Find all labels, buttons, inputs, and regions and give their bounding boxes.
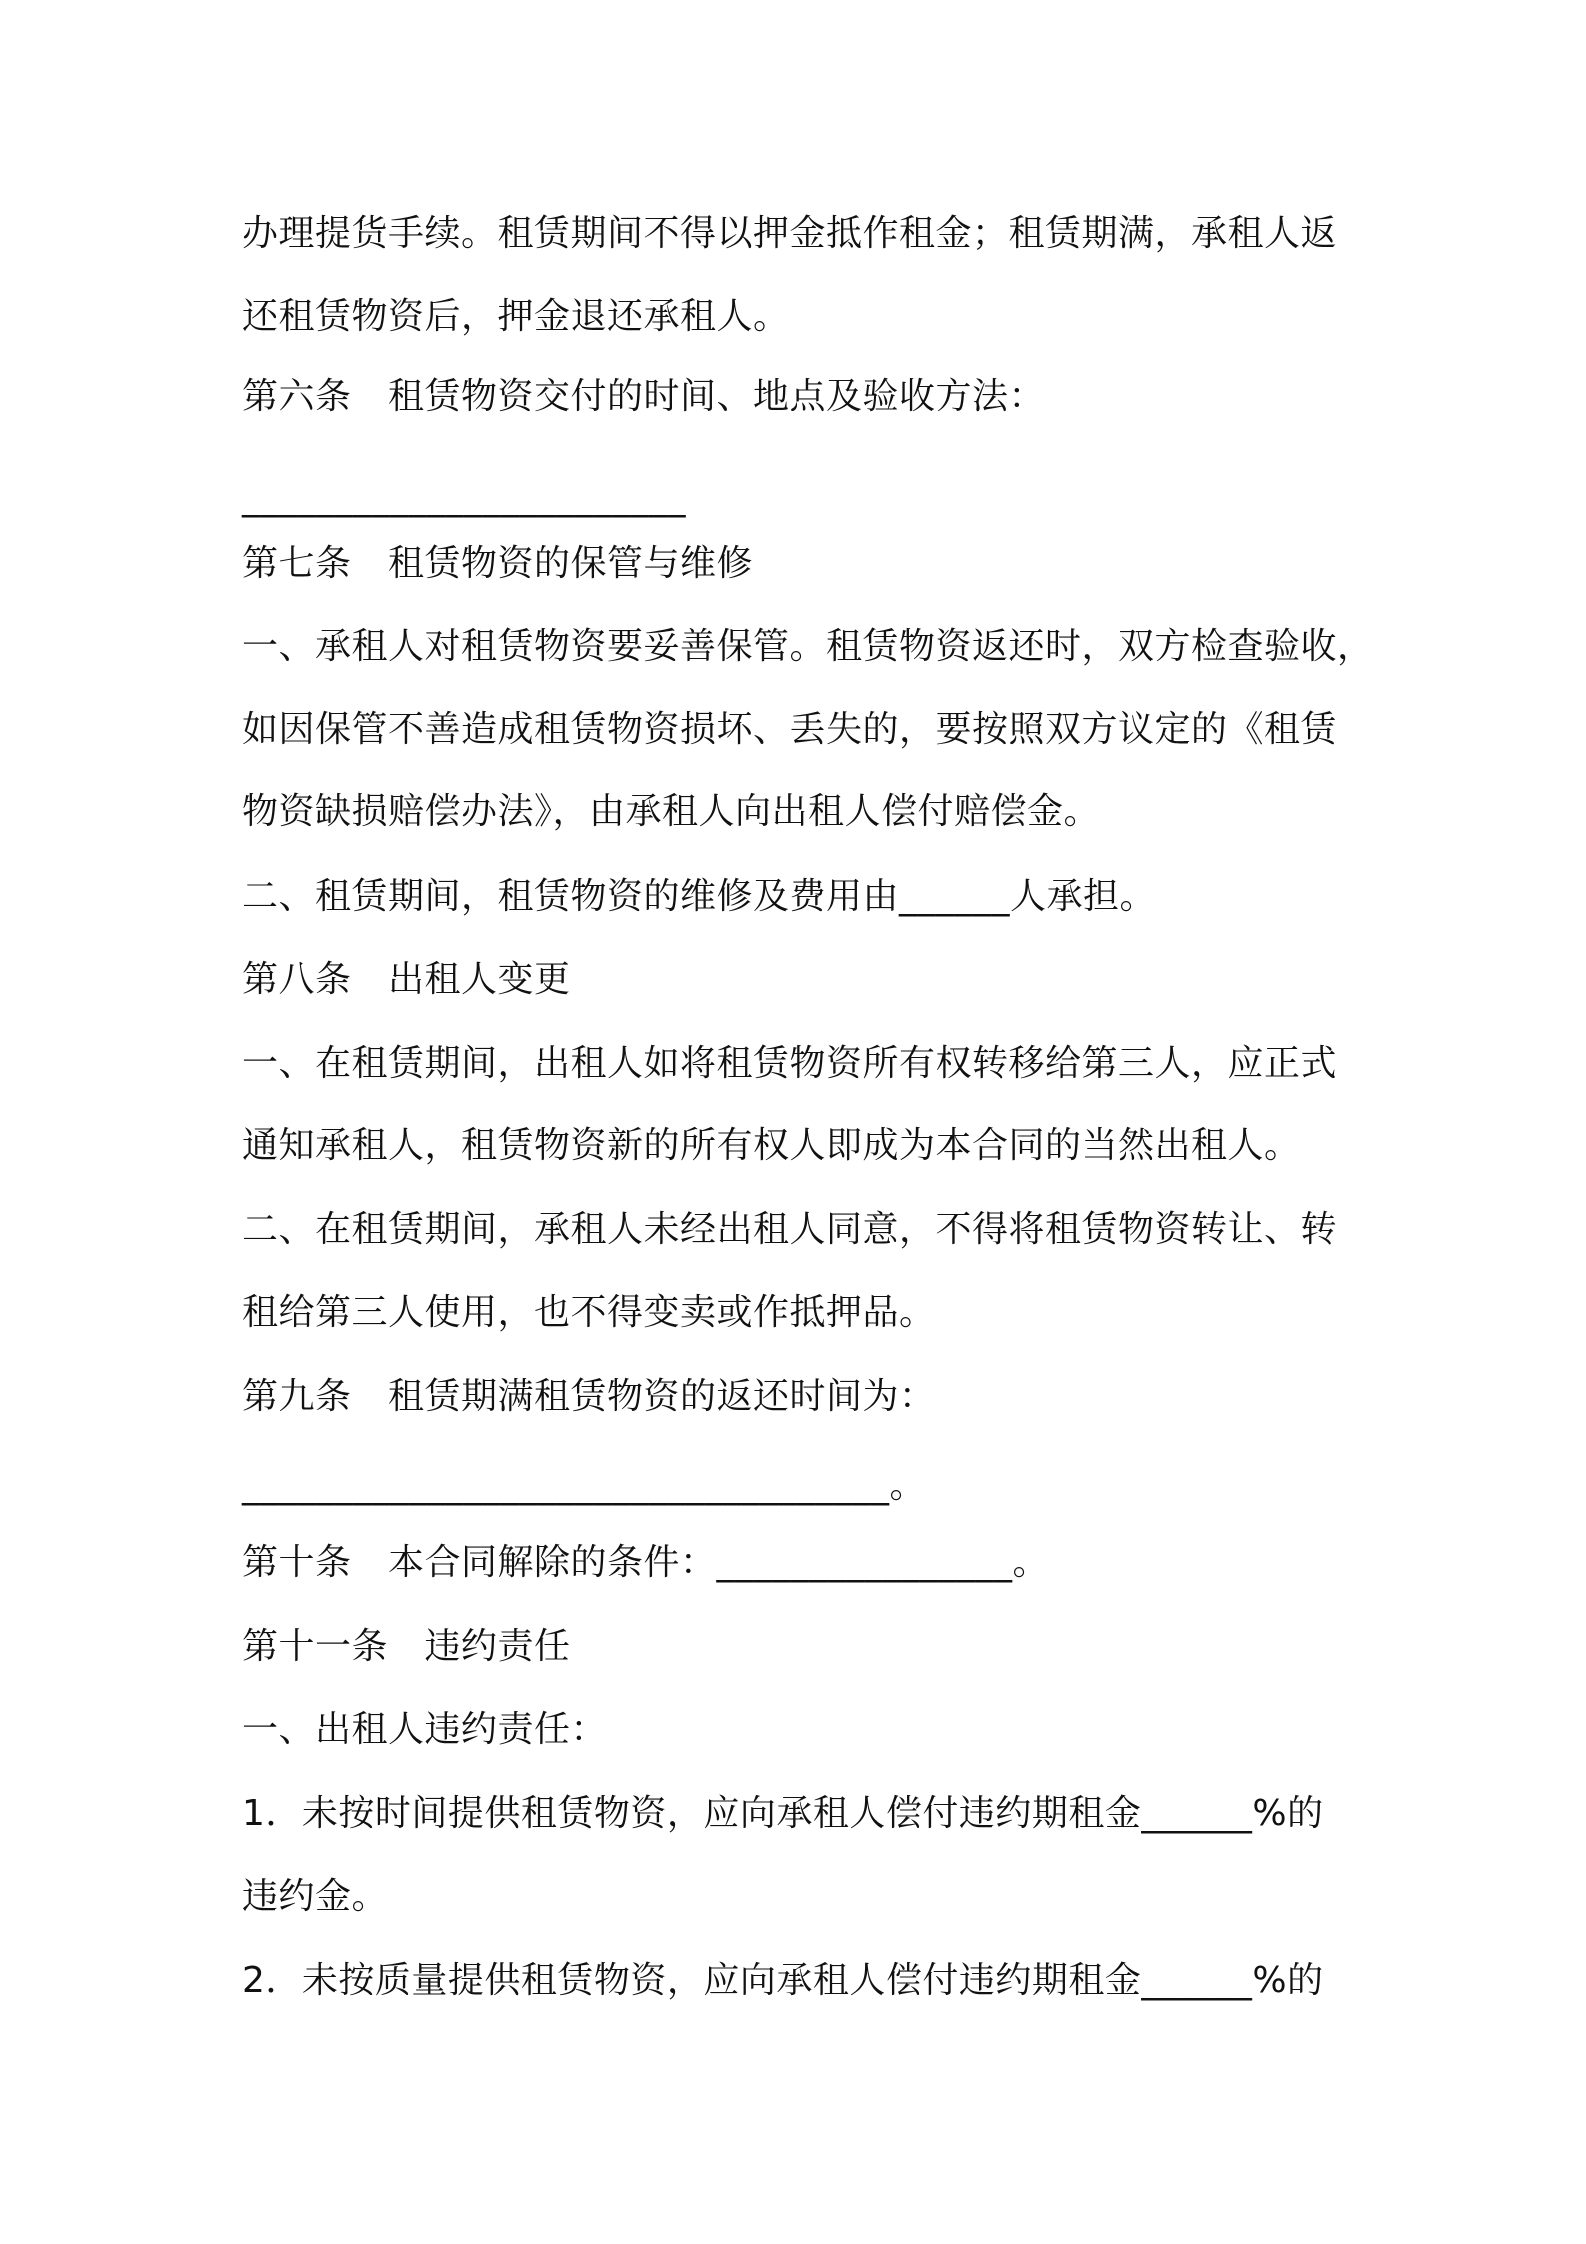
article-heading: 第七条 租赁物资的保管与维修 — [242, 543, 754, 584]
text-line: 还租赁物资后，押金退还承租人。 — [242, 296, 790, 337]
article-heading: 第十条 本合同解除的条件：________________。 — [242, 1542, 1050, 1583]
text-line: 物资缺损赔偿办法》，由承租人向出租人偿付赔偿金。 — [242, 791, 1101, 832]
text-line: 通知承租人，租赁物资新的所有权人即成为本合同的当然出租人。 — [242, 1125, 1301, 1166]
text-line: 一、在租赁期间，出租人如将租赁物资所有权转移给第三人，应正式 — [242, 1043, 1338, 1084]
article-heading: 第八条 出租人变更 — [242, 959, 571, 1000]
text-line: 租给第三人使用，也不得变卖或作抵押品。 — [242, 1292, 936, 1333]
blank-line: ________________________ — [242, 477, 686, 518]
text-line: 二、租赁期间，租赁物资的维修及费用由______人承担。 — [242, 876, 1157, 917]
text-line: 一、承租人对租赁物资要妥善保管。租赁物资返还时，双方检查验收， — [242, 626, 1374, 667]
article-heading: 第六条 租赁物资交付的时间、地点及验收方法： — [242, 376, 1046, 417]
text-line: 办理提货手续。租赁期间不得以押金抵作租金；租赁期满，承租人返 — [242, 213, 1338, 254]
text-line: 一、出租人违约责任： — [242, 1709, 608, 1750]
text-line: 二、在租赁期间，承租人未经出租人同意，不得将租赁物资转让、转 — [242, 1209, 1338, 1250]
text-line: 违约金。 — [242, 1876, 389, 1917]
blank-line: ___________________________________。 — [242, 1465, 926, 1506]
text-line: 如因保管不善造成租赁物资损坏、丢失的，要按照双方议定的《租赁 — [242, 709, 1338, 750]
article-heading: 第九条 租赁期满租赁物资的返还时间为： — [242, 1376, 936, 1417]
article-heading: 第十一条 违约责任 — [242, 1626, 571, 1667]
text-line: 2．未按质量提供租赁物资，应向承租人偿付违约期租金______%的 — [242, 1960, 1324, 2001]
text-line: 1．未按时间提供租赁物资，应向承租人偿付违约期租金______%的 — [242, 1793, 1324, 1834]
